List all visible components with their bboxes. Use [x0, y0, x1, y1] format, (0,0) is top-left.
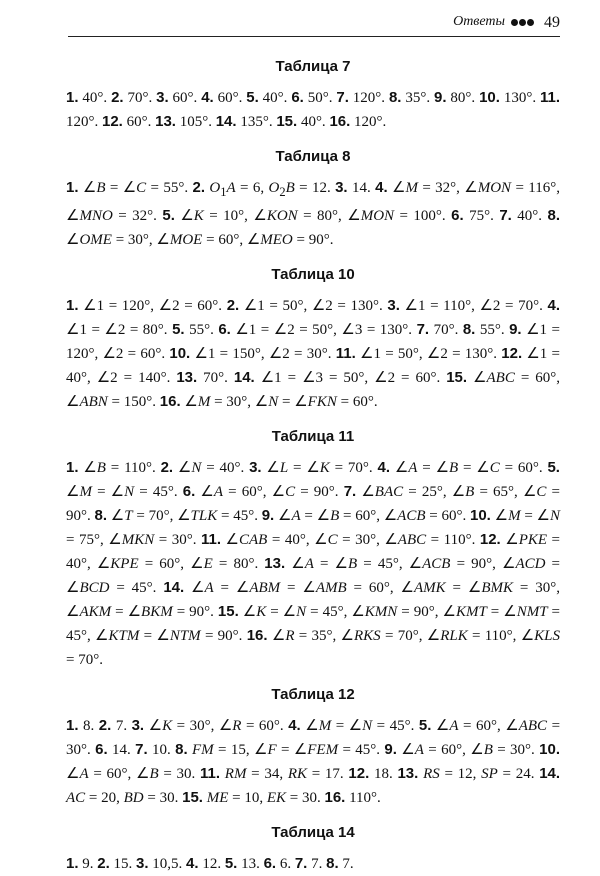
- section-title: Таблица 7: [275, 58, 351, 75]
- header-rule: [68, 36, 560, 37]
- answers-content: [66, 44, 560, 876]
- section-title: Таблица 11: [271, 428, 355, 445]
- section-title: Таблица 14: [271, 824, 355, 841]
- section-title: Таблица 8: [275, 148, 351, 165]
- triple-bullet-icon: [511, 19, 534, 26]
- running-head-section: Ответы: [453, 14, 505, 29]
- section-answers: 1. 9. 2. 15. 3. 10,5. 4. 12. 5. 13. 6. 6. 7. 7. 8. 7.: [66, 855, 354, 872]
- section-answers: 1. 40°. 2. 70°. 3. 60°. 4. 60°. 5. 40°. 6. 50°. 7. 120°. 8. 35°. 9. 80°. 10. 130°. 11. 120°. 12. 60°. 13. 105°. 14. 135°. 15. 40°. 16. 120°.: [66, 89, 560, 130]
- section-title: Таблица 10: [271, 266, 355, 283]
- section-title: Таблица 12: [271, 686, 355, 703]
- section-answers: 1. ∠B = 110°. 2. ∠N = 40°. 3. ∠L = ∠K = 70°. 4. ∠A = ∠B = ∠C = 60°. 5. ∠M = ∠N = 45°. 6. ∠A = 60°, ∠C = 90°. 7. ∠BAC = 25°, ∠B = 65°, ∠C = 90°. 8. ∠T = 70°, ∠TLK = 45°. 9. ∠A = ∠B = 60°, ∠ACB = 60°. 10. ∠M = ∠N = 75°, ∠MKN = 30°. 11. ∠CAB = 40°, ∠C = 30°, ∠ABC = 110°. 12. ∠PKE = 40°, ∠KPE = 60°, ∠E = 80°. 13. ∠A = ∠B = 45°, ∠ACB = 90°, ∠ACD = ∠BCD = 45°. 14. ∠A = ∠ABM = ∠AMB = 60°, ∠AMK = ∠BMK = 30°, ∠AKM = ∠BKM = 90°. 15. ∠K = ∠N = 45°, ∠KMN = 90°, ∠KMT = ∠NMT = 45°, ∠KTM = ∠NTM = 90°. 16. ∠R = 35°, ∠RKS = 70°, ∠RLK = 110°, ∠KLS = 70°.: [66, 459, 561, 668]
- running-head: [453, 14, 536, 30]
- section-answers: 1. ∠B = ∠C = 55°. 2. $O_1A = 6$, $O_2B = 12$. 3. 14. 4. ∠M = 32°, ∠MON = 116°, ∠MNO = 32°. 5. ∠K = 10°, ∠KON = 80°, ∠MON = 100°. 6. 75°. 7. 40°. 8. ∠OME = 30°, ∠MOE = 60°, ∠MEO = 90°.: [66, 179, 561, 248]
- page-number: 49: [544, 14, 560, 31]
- section-answers: 1. 8. 2. 7. 3. ∠K = 30°, ∠R = 60°. 4. ∠M = ∠N = 45°. 5. ∠A = 60°, ∠ABC = 30°. 6. 14. 7. 10. 8. FM = 15, ∠F = ∠FEM = 45°. 9. ∠A = 60°, ∠B = 30°. 10. ∠A = 60°, ∠B = 30. 11. RM = 34, RK = 17. 12. 18. 13. RS = 12, SP = 24. 14. AC = 20, BD = 30. 15. ME = 10, EK = 30. 16. 110°.: [66, 717, 561, 806]
- section-answers: 1. ∠1 = 120°, ∠2 = 60°. 2. ∠1 = 50°, ∠2 = 130°. 3. ∠1 = 110°, ∠2 = 70°. 4. ∠1 = ∠2 = 80°. 5. 55°. 6. ∠1 = ∠2 = 50°, ∠3 = 130°. 7. 70°. 8. 55°. 9. ∠1 = 120°, ∠2 = 60°. 10. ∠1 = 150°, ∠2 = 30°. 11. ∠1 = 50°, ∠2 = 130°. 12. ∠1 = 40°, ∠2 = 140°. 13. 70°. 14. ∠1 = ∠3 = 50°, ∠2 = 60°. 15. ∠ABC = 60°, ∠ABN = 150°. 16. ∠M = 30°, ∠N = ∠FKN = 60°.: [66, 297, 561, 410]
